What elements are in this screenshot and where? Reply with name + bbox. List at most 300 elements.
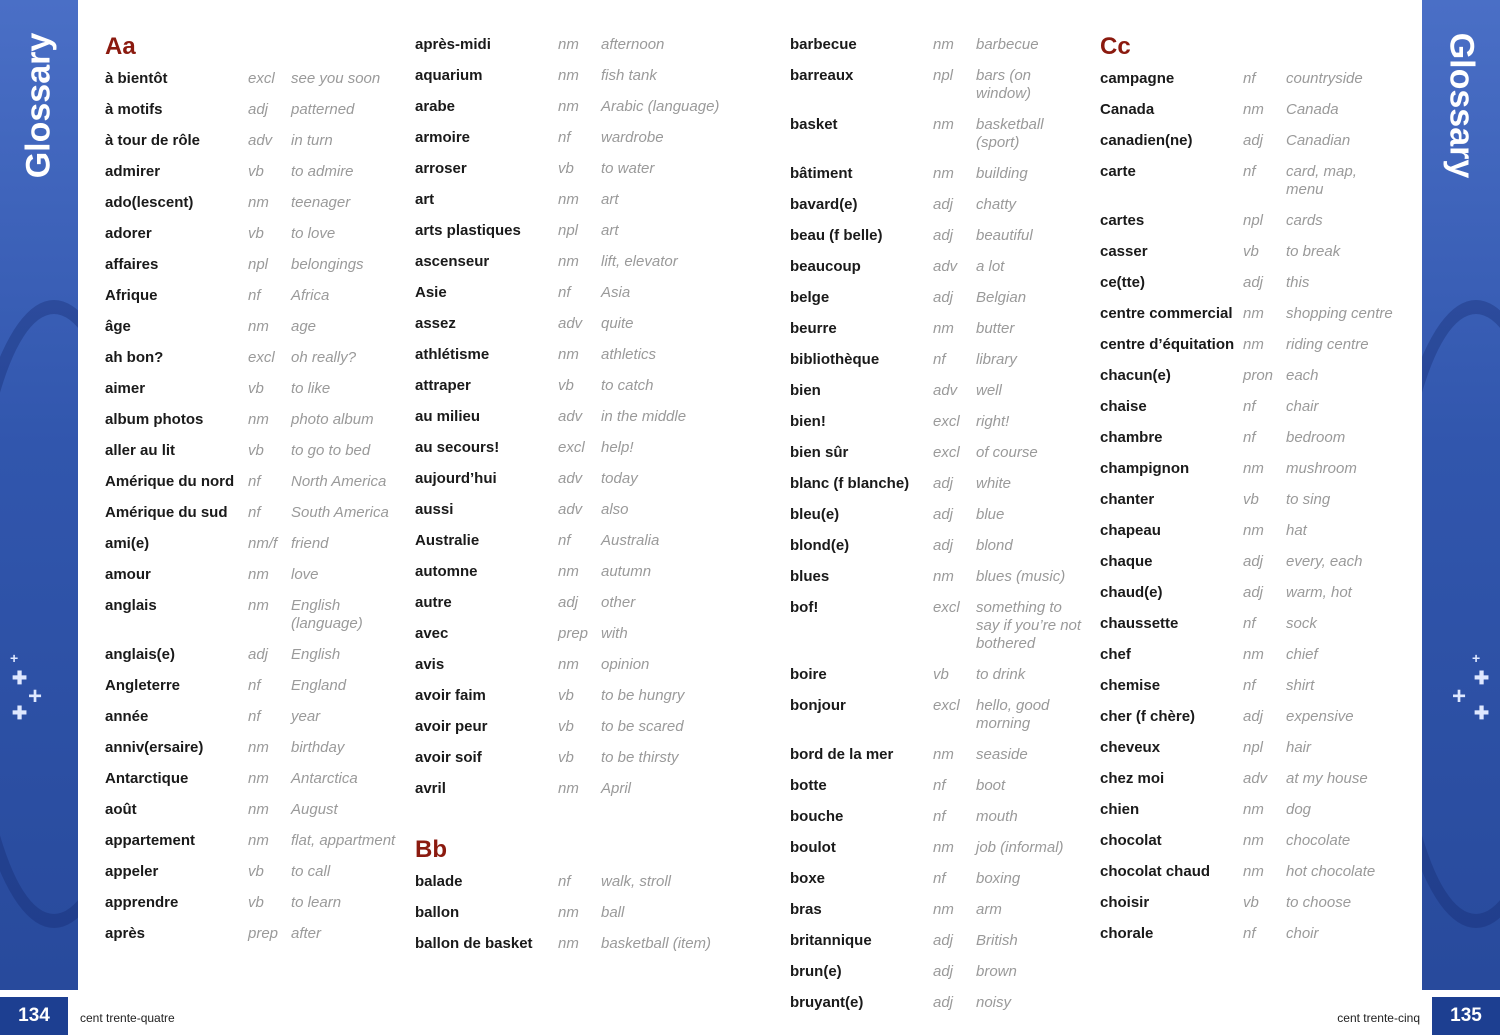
letter-heading: Cc	[1100, 33, 1131, 60]
glossary-entry	[1100, 392, 1405, 423]
english-meaning: Australia	[601, 532, 660, 549]
glossary-entry	[790, 252, 1090, 283]
english-meaning: each	[1286, 367, 1319, 384]
english-meaning: dog	[1286, 801, 1312, 818]
english-meaning: North America	[291, 473, 387, 490]
part-of-speech: adj	[933, 963, 954, 980]
french-word: barbecue	[790, 36, 857, 53]
glossary-entry	[1100, 361, 1405, 392]
part-of-speech: nm	[248, 411, 269, 428]
glossary-entry	[105, 888, 405, 919]
part-of-speech: nm	[248, 566, 269, 583]
part-of-speech: nf	[933, 777, 946, 794]
french-word: chaque	[1100, 553, 1153, 570]
part-of-speech: npl	[248, 256, 269, 273]
english-meaning: blue	[976, 506, 1005, 523]
glossary-entry	[415, 464, 735, 495]
part-of-speech: adv	[558, 501, 583, 518]
english-meaning: to break	[1286, 243, 1341, 260]
glossary-entry	[105, 733, 405, 764]
glossary-entry	[790, 61, 1090, 110]
glossary-entry	[415, 309, 735, 340]
english-meaning: noisy	[976, 994, 1012, 1011]
glossary-entry	[105, 343, 405, 374]
glossary-entry	[105, 560, 405, 591]
glossary-entry	[415, 433, 735, 464]
part-of-speech: vb	[1243, 894, 1259, 911]
french-word: blond(e)	[790, 537, 850, 554]
part-of-speech: vb	[558, 160, 574, 177]
glossary-entry	[415, 929, 735, 960]
english-meaning: wardrobe	[601, 129, 664, 146]
english-meaning: help!	[601, 439, 634, 456]
glossary-entry	[1100, 764, 1405, 795]
glossary-entry	[105, 640, 405, 671]
english-meaning: in turn	[291, 132, 333, 149]
side-label-left: Glossary	[19, 32, 58, 178]
english-meaning: blues (music)	[976, 568, 1066, 585]
page-number-words-right: cent trente-cinq	[1337, 1011, 1420, 1025]
part-of-speech: excl	[248, 349, 275, 366]
glossary-entry	[415, 371, 735, 402]
part-of-speech: nm	[1243, 460, 1264, 477]
glossary-entry	[1100, 268, 1405, 299]
french-word: appeler	[105, 863, 159, 880]
part-of-speech: nm	[1243, 863, 1264, 880]
french-word: barreaux	[790, 67, 854, 84]
part-of-speech: nf	[248, 708, 261, 725]
part-of-speech: adv	[933, 382, 958, 399]
glossary-entry	[105, 498, 405, 529]
glossary-entry	[415, 557, 735, 588]
glossary-entry	[790, 895, 1090, 926]
english-meaning: bedroom	[1286, 429, 1346, 446]
glossary-entry	[415, 867, 735, 898]
part-of-speech: nm	[558, 563, 579, 580]
part-of-speech: vb	[558, 687, 574, 704]
french-word: appartement	[105, 832, 196, 849]
part-of-speech: nm	[1243, 305, 1264, 322]
part-of-speech: nf	[558, 873, 571, 890]
english-meaning: mushroom	[1286, 460, 1357, 477]
glossary-entry	[1100, 671, 1405, 702]
french-word: choisir	[1100, 894, 1150, 911]
part-of-speech: nm	[1243, 832, 1264, 849]
glossary-entry	[415, 247, 735, 278]
glossary-entry	[1100, 330, 1405, 361]
english-meaning: England	[291, 677, 347, 694]
english-meaning: art	[601, 222, 619, 239]
part-of-speech: excl	[933, 599, 960, 616]
english-meaning: afternoon	[601, 36, 665, 53]
english-meaning: library	[976, 351, 1017, 368]
glossary-entry	[790, 957, 1090, 988]
french-word: belge	[790, 289, 830, 306]
french-word: avis	[415, 656, 445, 673]
part-of-speech: nm	[248, 739, 269, 756]
english-meaning: card, map, menu	[1286, 163, 1357, 198]
french-word: beurre	[790, 320, 837, 337]
decorative-curve	[1422, 300, 1500, 928]
glossary-entry	[415, 650, 735, 681]
glossary-entry	[105, 795, 405, 826]
part-of-speech: nm	[933, 320, 954, 337]
english-meaning: April	[601, 780, 632, 797]
english-meaning: white	[976, 475, 1012, 492]
french-word: bien!	[790, 413, 826, 430]
french-word: basket	[790, 116, 838, 133]
glossary-entry	[1100, 919, 1405, 950]
english-meaning: job (informal)	[976, 839, 1064, 856]
glossary-column-4	[1100, 30, 1405, 950]
glossary-entry	[1100, 485, 1405, 516]
part-of-speech: vb	[1243, 243, 1259, 260]
glossary-entry	[1100, 609, 1405, 640]
french-word: beaucoup	[790, 258, 861, 275]
french-word: chez moi	[1100, 770, 1165, 787]
french-word: aussi	[415, 501, 454, 518]
glossary-entry	[105, 64, 405, 95]
part-of-speech: adj	[1243, 584, 1264, 601]
french-word: cheveux	[1100, 739, 1161, 756]
part-of-speech: adv	[248, 132, 273, 149]
glossary-entry	[1100, 423, 1405, 454]
english-meaning: sock	[1286, 615, 1317, 632]
french-word: aller au lit	[105, 442, 176, 459]
english-meaning: countryside	[1286, 70, 1363, 87]
french-word: année	[105, 708, 149, 725]
glossary-entry	[1100, 126, 1405, 157]
english-meaning: at my house	[1286, 770, 1368, 787]
english-meaning: shirt	[1286, 677, 1315, 694]
french-word: bras	[790, 901, 822, 918]
glossary-entry	[1100, 702, 1405, 733]
french-word: art	[415, 191, 435, 208]
glossary-entry	[415, 898, 735, 929]
english-meaning: shopping centre	[1286, 305, 1393, 322]
french-word: août	[105, 801, 137, 818]
part-of-speech: pron	[1243, 367, 1274, 384]
english-meaning: to be thirsty	[601, 749, 679, 766]
glossary-entry	[1100, 157, 1405, 206]
glossary-entry	[1100, 578, 1405, 609]
french-word: bleu(e)	[790, 506, 840, 523]
part-of-speech: nf	[558, 284, 571, 301]
glossary-entry	[415, 526, 735, 557]
part-of-speech: nm	[248, 597, 269, 614]
letter-heading: Aa	[105, 33, 136, 60]
glossary-entry	[415, 185, 735, 216]
french-word: bruyant(e)	[790, 994, 864, 1011]
french-word: bibliothèque	[790, 351, 880, 368]
english-meaning: brown	[976, 963, 1017, 980]
french-word: chemise	[1100, 677, 1161, 694]
english-meaning: of course	[976, 444, 1038, 461]
part-of-speech: nf	[558, 129, 571, 146]
part-of-speech: npl	[1243, 212, 1264, 229]
part-of-speech: nm	[558, 935, 579, 952]
glossary-entry	[105, 436, 405, 467]
glossary-entry	[790, 283, 1090, 314]
french-word: autre	[415, 594, 452, 611]
english-meaning: blond	[976, 537, 1013, 554]
right-side-band	[1422, 0, 1500, 990]
french-word: chapeau	[1100, 522, 1161, 539]
english-meaning: English (language)	[291, 597, 363, 632]
glossary-entry	[415, 619, 735, 650]
english-meaning: to call	[291, 863, 331, 880]
part-of-speech: nm	[933, 165, 954, 182]
glossary-entry	[790, 500, 1090, 531]
english-meaning: oh really?	[291, 349, 357, 366]
english-meaning: chair	[1286, 398, 1319, 415]
page-number-words-left: cent trente-quatre	[80, 1011, 175, 1025]
french-word: Amérique du nord	[105, 473, 235, 490]
english-meaning: autumn	[601, 563, 652, 580]
part-of-speech: nf	[1243, 70, 1256, 87]
english-meaning: barbecue	[976, 36, 1039, 53]
page-number-right: 135	[1432, 997, 1500, 1035]
glossary-entry	[415, 61, 735, 92]
french-word: ado(lescent)	[105, 194, 194, 211]
french-word: cartes	[1100, 212, 1145, 229]
french-word: centre commercial	[1100, 305, 1233, 322]
letter-heading: Bb	[415, 836, 447, 863]
plus-icon: +	[1452, 683, 1467, 710]
english-meaning: age	[291, 318, 317, 335]
glossary-entry	[790, 345, 1090, 376]
part-of-speech: adj	[1243, 553, 1264, 570]
french-word: Amérique du sud	[105, 504, 228, 521]
part-of-speech: excl	[248, 70, 275, 87]
english-meaning: South America	[291, 504, 389, 521]
glossary-entry	[790, 593, 1090, 660]
french-word: Afrique	[105, 287, 158, 304]
glossary-column-1	[105, 30, 405, 950]
glossary-entry	[790, 740, 1090, 771]
english-meaning: warm, hot	[1286, 584, 1352, 601]
glossary-entry	[415, 154, 735, 185]
glossary-entry	[1100, 640, 1405, 671]
french-word: ballon de basket	[415, 935, 533, 952]
french-word: ce(tte)	[1100, 274, 1146, 291]
part-of-speech: adj	[933, 994, 954, 1011]
french-word: à motifs	[105, 101, 163, 118]
french-word: athlétisme	[415, 346, 490, 363]
english-meaning: beautiful	[976, 227, 1033, 244]
french-word: Canada	[1100, 101, 1155, 118]
french-word: à tour de rôle	[105, 132, 201, 149]
glossary-entry	[790, 531, 1090, 562]
glossary-entry	[105, 671, 405, 702]
part-of-speech: adv	[933, 258, 958, 275]
french-word: chacun(e)	[1100, 367, 1171, 384]
english-meaning: chatty	[976, 196, 1017, 213]
french-word: centre d’équitation	[1100, 336, 1235, 353]
french-word: avec	[415, 625, 449, 642]
english-meaning: expensive	[1286, 708, 1354, 725]
english-meaning: right!	[976, 413, 1010, 430]
french-word: Antarctique	[105, 770, 189, 787]
glossary-entry	[1100, 516, 1405, 547]
french-word: bord de la mer	[790, 746, 894, 763]
french-word: arabe	[415, 98, 456, 115]
french-word: au secours!	[415, 439, 500, 456]
french-word: anglais	[105, 597, 157, 614]
part-of-speech: nm	[558, 904, 579, 921]
part-of-speech: vb	[248, 894, 264, 911]
plus-icon: ✚	[1474, 668, 1490, 688]
glossary-entry	[415, 340, 735, 371]
english-meaning: well	[976, 382, 1002, 399]
part-of-speech: adj	[933, 289, 954, 306]
english-meaning: love	[291, 566, 319, 583]
english-meaning: hat	[1286, 522, 1307, 539]
glossary-entry	[415, 402, 735, 433]
part-of-speech: vb	[248, 442, 264, 459]
part-of-speech: adj	[1243, 274, 1264, 291]
french-word: avril	[415, 780, 446, 797]
english-meaning: hot chocolate	[1286, 863, 1376, 880]
glossary-entry	[790, 469, 1090, 500]
english-meaning: to water	[601, 160, 655, 177]
part-of-speech: nf	[558, 532, 571, 549]
french-word: armoire	[415, 129, 471, 146]
english-meaning: Arabic (language)	[601, 98, 720, 115]
english-meaning: with	[601, 625, 628, 642]
english-meaning: see you soon	[291, 70, 381, 87]
english-meaning: flat, appartment	[291, 832, 396, 849]
english-meaning: ball	[601, 904, 625, 921]
part-of-speech: vb	[558, 377, 574, 394]
glossary-entry	[415, 278, 735, 309]
french-word: avoir faim	[415, 687, 486, 704]
glossary-entry	[790, 926, 1090, 957]
plus-icon: +	[1472, 650, 1481, 666]
english-meaning: to learn	[291, 894, 342, 911]
french-word: aujourd’hui	[415, 470, 497, 487]
glossary-entry	[105, 312, 405, 343]
part-of-speech: nm	[933, 116, 954, 133]
glossary-entry	[415, 588, 735, 619]
english-meaning: year	[291, 708, 321, 725]
glossary-entry	[790, 159, 1090, 190]
part-of-speech: adj	[248, 101, 269, 118]
english-meaning: every, each	[1286, 553, 1363, 570]
english-meaning: arm	[976, 901, 1002, 918]
english-meaning: to choose	[1286, 894, 1352, 911]
part-of-speech: adj	[933, 196, 954, 213]
decorative-curve	[0, 300, 78, 928]
french-word: aimer	[105, 380, 146, 397]
french-word: chorale	[1100, 925, 1154, 942]
part-of-speech: adj	[248, 646, 269, 663]
glossary-entry	[105, 857, 405, 888]
french-word: cher (f chère)	[1100, 708, 1196, 725]
english-meaning: to be scared	[601, 718, 684, 735]
glossary-entry	[790, 660, 1090, 691]
glossary-entry	[1100, 454, 1405, 485]
part-of-speech: nm	[1243, 336, 1264, 353]
glossary-entry	[790, 190, 1090, 221]
part-of-speech: adv	[558, 408, 583, 425]
french-word: après-midi	[415, 36, 491, 53]
part-of-speech: nm	[248, 318, 269, 335]
part-of-speech: nf	[1243, 677, 1256, 694]
french-word: chaud(e)	[1100, 584, 1163, 601]
plus-icon: ✚	[12, 668, 28, 688]
french-word: botte	[790, 777, 827, 794]
part-of-speech: nf	[1243, 429, 1256, 446]
part-of-speech: nm	[248, 801, 269, 818]
english-meaning: English	[291, 646, 341, 663]
side-label-right: Glossary	[1442, 32, 1481, 178]
part-of-speech: nf	[1243, 163, 1256, 180]
part-of-speech: adj	[933, 227, 954, 244]
french-word: beau (f belle)	[790, 227, 883, 244]
french-word: britannique	[790, 932, 872, 949]
french-word: bavard(e)	[790, 196, 858, 213]
english-meaning: hello, good morning	[976, 697, 1050, 732]
french-word: chaussette	[1100, 615, 1179, 632]
glossary-entry	[105, 529, 405, 560]
part-of-speech: vb	[248, 863, 264, 880]
english-meaning: to go to bed	[291, 442, 371, 459]
glossary-entry	[105, 702, 405, 733]
english-meaning: quite	[601, 315, 634, 332]
part-of-speech: vb	[248, 163, 264, 180]
part-of-speech: vb	[248, 380, 264, 397]
english-meaning: basketball (item)	[601, 935, 712, 952]
french-word: anniv(ersaire)	[105, 739, 204, 756]
glossary-entry	[1100, 95, 1405, 126]
part-of-speech: prep	[558, 625, 589, 642]
part-of-speech: vb	[248, 225, 264, 242]
part-of-speech: nm	[248, 770, 269, 787]
english-meaning: Africa	[291, 287, 330, 304]
french-word: attraper	[415, 377, 471, 394]
part-of-speech: adv	[558, 315, 583, 332]
english-meaning: to catch	[601, 377, 654, 394]
french-word: chanter	[1100, 491, 1155, 508]
glossary-entry	[105, 281, 405, 312]
glossary-entry	[105, 374, 405, 405]
glossary-entry	[105, 157, 405, 188]
french-word: âge	[105, 318, 131, 335]
english-meaning: a lot	[976, 258, 1005, 275]
part-of-speech: nm	[248, 832, 269, 849]
english-meaning: mouth	[976, 808, 1018, 825]
french-word: apprendre	[105, 894, 179, 911]
french-word: automne	[415, 563, 478, 580]
french-word: chef	[1100, 646, 1131, 663]
part-of-speech: npl	[558, 222, 579, 239]
glossary-entry	[1100, 237, 1405, 268]
glossary-entry	[415, 123, 735, 154]
french-word: chocolat chaud	[1100, 863, 1211, 880]
french-word: blanc (f blanche)	[790, 475, 910, 492]
glossary-entry	[105, 591, 405, 640]
page-number-left: 134	[0, 997, 68, 1035]
plus-icon: ✚	[12, 703, 28, 723]
part-of-speech: vb	[558, 718, 574, 735]
part-of-speech: nm/f	[248, 535, 278, 552]
english-meaning: chief	[1286, 646, 1318, 663]
glossary-entry	[790, 802, 1090, 833]
glossary-column-3	[790, 30, 1090, 1019]
english-meaning: Canadian	[1286, 132, 1351, 149]
glossary-entry	[105, 188, 405, 219]
